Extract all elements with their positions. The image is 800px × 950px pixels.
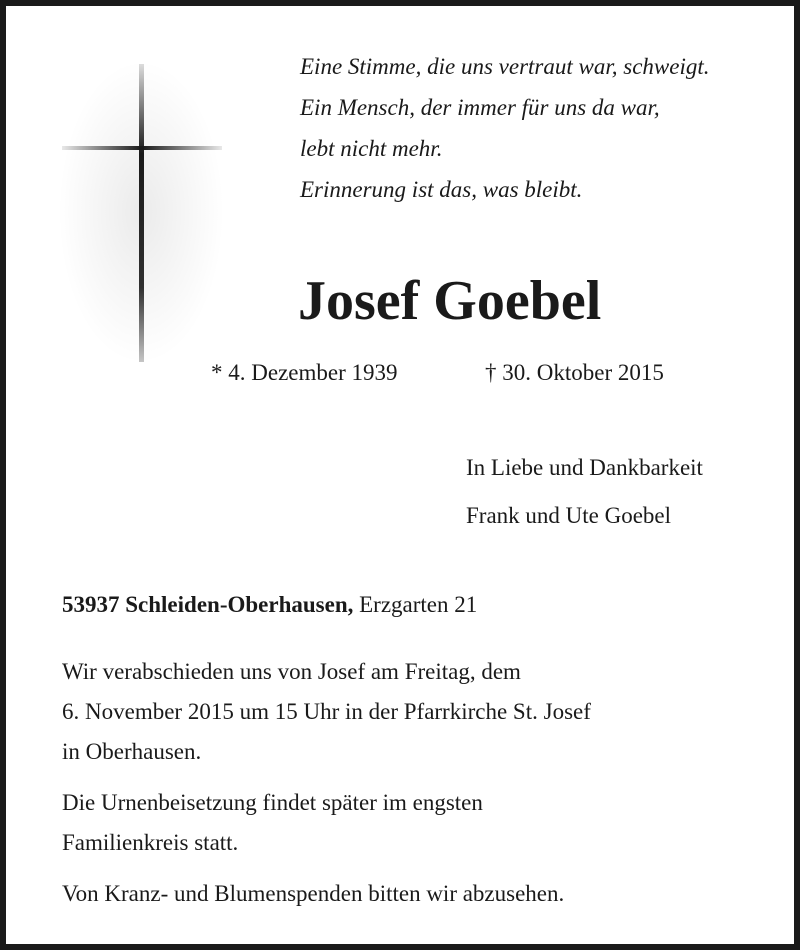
- poem-line: Erinnerung ist das, was bleibt.: [300, 177, 583, 202]
- address: [62, 590, 477, 620]
- burial-paragraph: [62, 783, 752, 863]
- notice-text: [62, 652, 752, 914]
- dedication: In Liebe und Dankbarkeit: [466, 455, 703, 480]
- mourner-names: Frank und Ute Goebel: [466, 503, 672, 528]
- mourners-block: [466, 444, 703, 540]
- life-dates: [211, 358, 664, 388]
- address-street: Erzgarten 21: [353, 592, 478, 617]
- cross-icon: [58, 60, 224, 364]
- poem-line: Eine Stimme, die uns vertraut war, schweigt.: [300, 54, 710, 79]
- paragraph-line: Familienkreis statt.: [62, 830, 239, 855]
- flowers-paragraph: Von Kranz- und Blumenspenden bitten wir abzusehen.: [62, 881, 565, 906]
- poem: [300, 46, 710, 210]
- poem-line: lebt nicht mehr.: [300, 136, 443, 161]
- birth-date: * 4. Dezember 1939: [211, 360, 398, 385]
- paragraph-line: Die Urnenbeisetzung findet später im engsten: [62, 790, 483, 815]
- address-city: 53937 Schleiden-Oberhausen,: [62, 592, 354, 617]
- death-date: † 30. Oktober 2015: [485, 360, 664, 385]
- paragraph-line: Wir verabschieden uns von Josef am Freitag, dem: [62, 659, 521, 684]
- deceased-name: Josef Goebel: [298, 270, 602, 332]
- paragraph-line: 6. November 2015 um 15 Uhr in der Pfarrkirche St. Josef: [62, 699, 591, 724]
- poem-line: Ein Mensch, der immer für uns da war,: [300, 95, 660, 120]
- farewell-paragraph: [62, 652, 752, 772]
- paragraph-line: in Oberhausen.: [62, 739, 202, 764]
